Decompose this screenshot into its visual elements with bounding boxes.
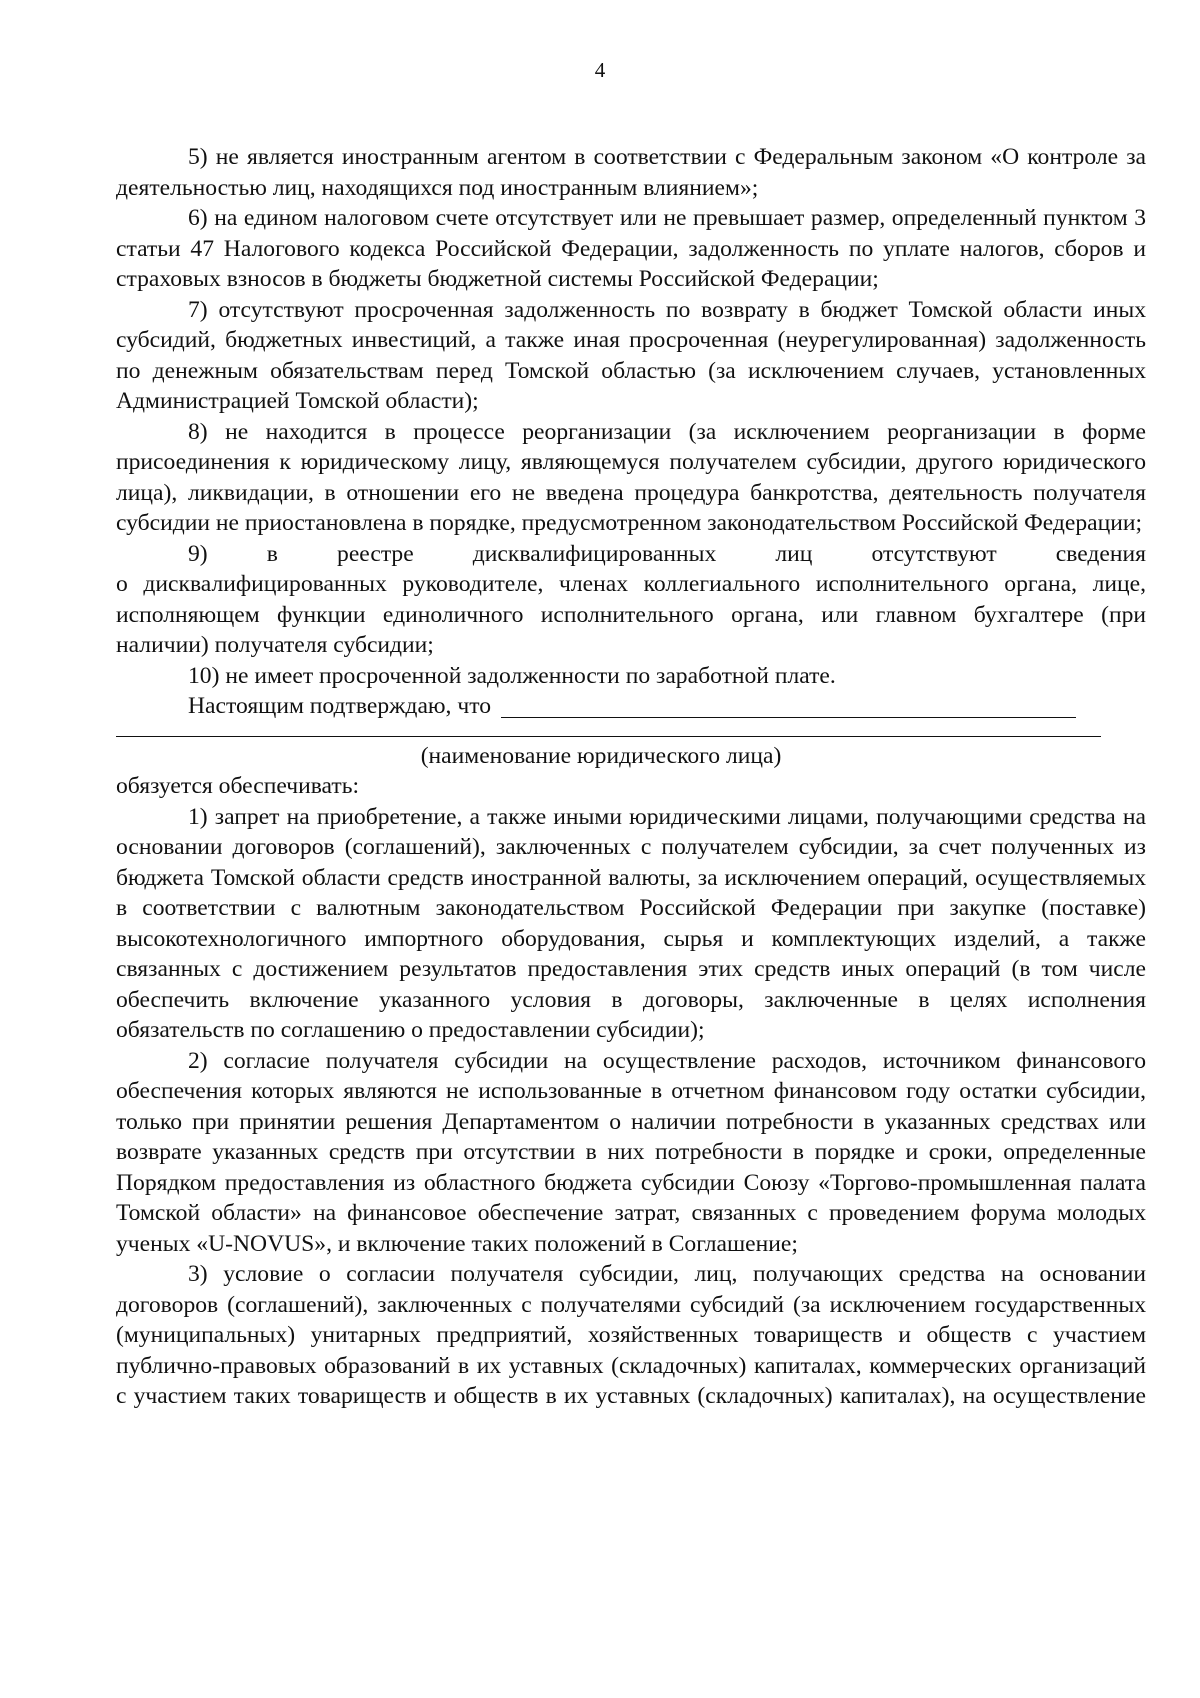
page-number: 4 — [594, 58, 606, 82]
paragraph-item-5: 5) не является иностранным агентом в соответствии с Федеральным законом «О контроле за деятельностью лиц, находящихся под иностранным влиянием»; — [116, 144, 1146, 201]
confirmation-lead-text: Настоящим подтверждаю, что — [188, 693, 491, 719]
organization-name-blank-2 — [116, 722, 1101, 737]
obligation-item-1: 1) запрет на приобретение, а также иными юридическими лицами, получающими средства на основании договоров (соглашений), заключенных с получателем субсидии, за счет полученных из бюджета Томской области средств иностранной валюты, за исключением операций, осуществляемых в соответствии с валютным законодательством Российской Федерации при закупке (поставке) высокотехнологичного импортного оборудования, сырья и комплектующих изделий, а также связанных с достижением результатов предоставления этих средств иных операций (в том числе обеспечить включение указанного условия в договоры, заключенные в целях исполнения обязательств по соглашению о предоставлении субсидии); — [116, 803, 1146, 1043]
organization-name-caption: (наименование юридического лица) — [420, 742, 782, 769]
confirmation-line — [116, 691, 1146, 722]
obligation-item-2: 2) согласие получателя субсидии на осуществление расходов, источником финансового обеспечения которых являются не использованные в отчетном финансовом году остатки субсидии, только при принятии решения Департаментом о наличии потребности в указанных средствах или возврате указанных средств при отсутствии в них потребности в порядке и сроки, определенные Порядком предоставления из областного бюджета субсидии Союзу «Торгово-промышленная палата Томской области» на финансовое обеспечение затрат, связанных с проведением форума молодых ученых «U-NOVUS», и включение таких положений в Соглашение; — [116, 1047, 1146, 1257]
paragraph-item-6: 6) на едином налоговом счете отсутствует или не превышает размер, определенный пунктом 3 статьи 47 Налогового кодекса Российской Федерации, задолженность по уплате налогов, сборов и страховых взносов в бюджеты бюджетной системы Российской Федерации; — [116, 205, 1146, 292]
paragraph-item-9-continuation: о дисквалифицированных руководителе, членах коллегиального исполнительного органа, лице, исполняющем функции единоличного исполнительного органа, или главном бухгалтере (при наличии) получателя субсидии; — [116, 571, 1146, 658]
paragraph-item-10: 10) не имеет просроченной задолженности по заработной плате. — [188, 662, 836, 689]
organization-name-blank-1 — [501, 695, 1076, 718]
obligation-item-3: 3) условие о согласии получателя субсидии, лиц, получающих средства на основании договоров (соглашений), заключенных с получателями субсидий (за исключением государственных (муниципальных) унитарных предприятий, хозяйственных товариществ и обществ с участием публично-правовых образований в их уставных (складочных) капиталах, коммерческих организаций с участием таких товариществ и обществ в их уставных (складочных) капиталах), на осуществление — [116, 1261, 1146, 1409]
caption-wrapper — [116, 741, 1146, 772]
paragraph-item-7: 7) отсутствуют просроченная задолженность по возврату в бюджет Томской области иных субсидий, бюджетных инвестиций, а также иная просроченная (неурегулированная) задолженность по денежным обязательствам перед Томской областью (за исключением случаев, установленных Администрацией Томской области); — [116, 296, 1146, 414]
obligation-intro: обязуется обеспечивать: — [116, 773, 360, 799]
paragraph-item-8: 8) не находится в процессе реорганизации (за исключением реорганизации в форме присоединения к юридическому лицу, являющемуся получателем субсидии, другого юридического лица), ликвидации, в отношении его не введена процедура банкротства, деятельность получателя субсидии не приостановлена в порядке, предусмотренном законодательством Российской Федерации; — [116, 418, 1146, 536]
paragraph-item-9-first-line: 9) в реестре дисквалифицированных лиц отсутствуют сведения — [188, 540, 1146, 567]
document-body — [116, 142, 1146, 1412]
